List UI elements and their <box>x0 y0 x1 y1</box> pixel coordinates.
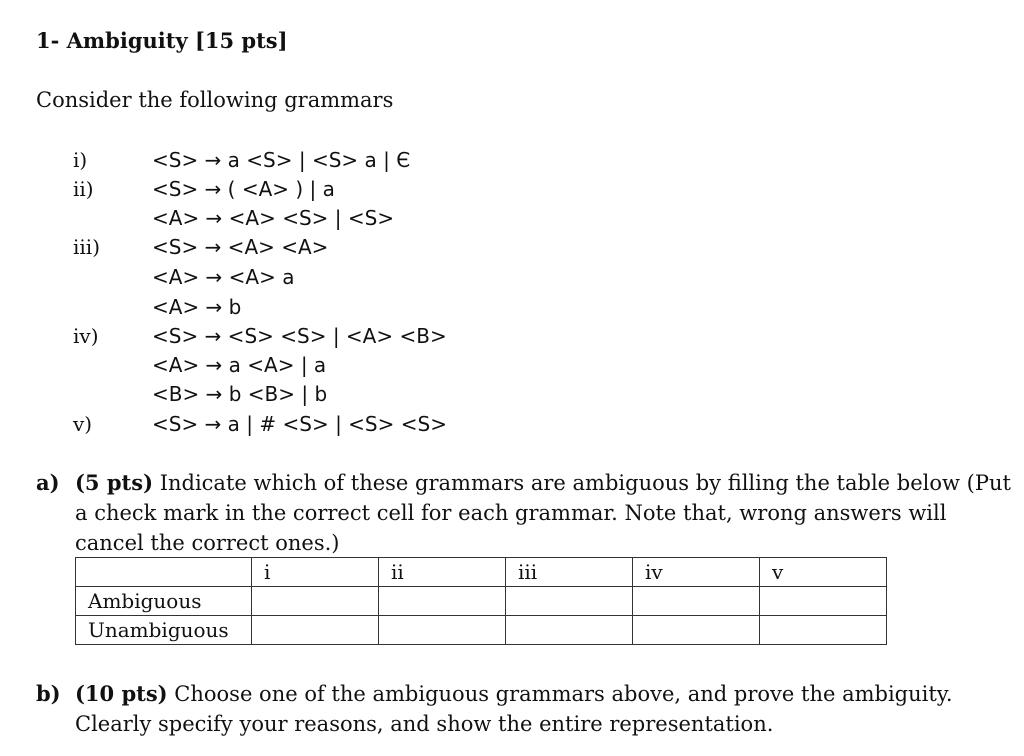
answer-cell[interactable] <box>506 587 633 616</box>
grammar-rule: <A> → <A> <S> | <S> <box>152 206 395 230</box>
answer-cell[interactable] <box>506 616 633 645</box>
grammar-rule: <S> → ( <A> ) | a <box>152 177 335 201</box>
grammar-number-iii: iii) <box>73 235 100 259</box>
grammar-rule: <A> → b <box>152 295 242 319</box>
grammar-rule: <S> → a <S> | <S> a | Є <box>152 148 411 172</box>
answer-cell[interactable] <box>760 587 887 616</box>
grammar-rule: <A> → <A> a <box>152 265 295 289</box>
question-b-points: (10 pts) <box>75 681 168 706</box>
row-label-unambiguous: Unambiguous <box>76 616 252 645</box>
grammar-rule: <S> → <S> <S> | <A> <B> <box>152 324 447 348</box>
question-a-points: (5 pts) <box>75 470 154 495</box>
question-a <box>36 468 1016 558</box>
answer-cell[interactable] <box>633 587 760 616</box>
table-corner-cell <box>76 558 252 587</box>
question-b-text: Choose one of the ambiguous grammars above, and prove the ambiguity. Clearly specify your reasons, and show the entire representation. <box>75 682 953 736</box>
grammar-rule: <B> → b <B> | b <box>152 382 328 406</box>
table-row-unambiguous <box>76 616 887 645</box>
grammar-number-iv: iv) <box>73 324 99 348</box>
column-header-iii: iii <box>506 558 633 587</box>
answer-cell[interactable] <box>379 587 506 616</box>
answer-cell[interactable] <box>760 616 887 645</box>
question-a-text: Indicate which of these grammars are ambiguous by filling the table below (Put a check mark in the correct cell for each grammar. Note that, wrong answers will cancel the correct ones.) <box>75 471 1011 555</box>
answer-cell[interactable] <box>633 616 760 645</box>
answer-cell[interactable] <box>252 587 379 616</box>
column-header-iv: iv <box>633 558 760 587</box>
table-row-ambiguous <box>76 587 887 616</box>
grammar-number-i: i) <box>73 148 88 172</box>
answer-cell[interactable] <box>379 616 506 645</box>
column-header-v: v <box>760 558 887 587</box>
table-header-row <box>76 558 887 587</box>
column-header-i: i <box>252 558 379 587</box>
intro-text: Consider the following grammars <box>36 88 394 112</box>
grammar-rule: <A> → a <A> | a <box>152 353 327 377</box>
question-b-label: b) <box>36 681 61 706</box>
grammar-number-v: v) <box>73 412 93 436</box>
question-b <box>36 679 1016 739</box>
grammar-rule: <S> → a | # <S> | <S> <S> <box>152 412 447 436</box>
ambiguity-table <box>75 557 887 645</box>
grammar-rule: <S> → <A> <A> <box>152 235 329 259</box>
answer-cell[interactable] <box>252 616 379 645</box>
grammar-number-ii: ii) <box>73 177 94 201</box>
column-header-ii: ii <box>379 558 506 587</box>
row-label-ambiguous: Ambiguous <box>76 587 252 616</box>
section-title: 1- Ambiguity [15 pts] <box>36 28 288 53</box>
question-a-label: a) <box>36 470 60 495</box>
